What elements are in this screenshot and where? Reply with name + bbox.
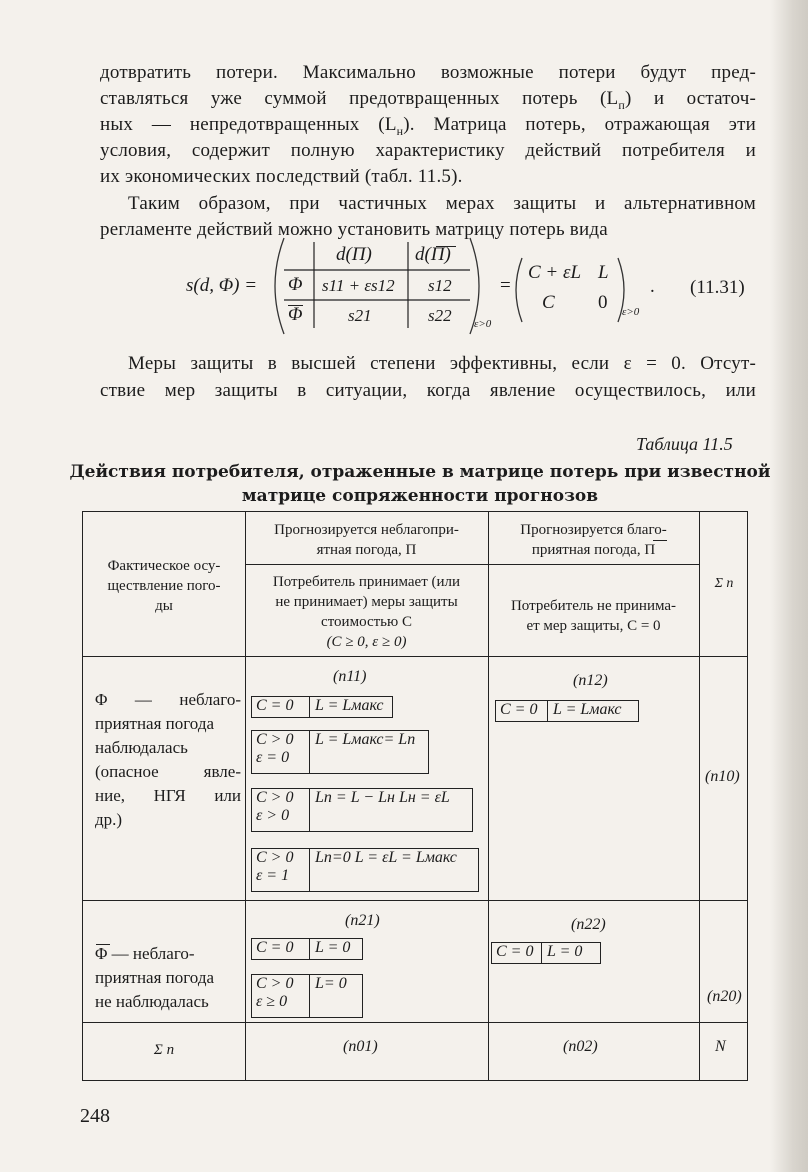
matrix-s22: s22 <box>428 306 452 325</box>
row2-label: Φ — неблаго- приятная погода не наблюдалась <box>95 944 215 1011</box>
box-good-c0-lmax: C = 0 L = Lмакс <box>495 700 639 722</box>
result-r21: C <box>542 292 555 313</box>
matrix-condition-1: ε>0 <box>474 318 492 330</box>
box-row2-c0-l0: C = 0 L = 0 <box>251 938 363 960</box>
p2-line-2: регламенте действий можно установить матрицу потерь вида <box>100 219 608 240</box>
overline-phi-row2 <box>96 944 110 945</box>
equation-period: . <box>650 276 655 297</box>
total-N: N <box>715 1038 726 1055</box>
n02: (n02) <box>563 1038 598 1055</box>
table-vline-3 <box>699 512 700 1080</box>
matrix-s21: s21 <box>348 306 372 325</box>
table-hline-1 <box>83 656 747 657</box>
table-label: Таблица 11.5 <box>636 434 733 454</box>
p2-line-1: Таким образом, при частичных мерах защиты и альтернативном <box>128 193 756 214</box>
equation-equals: = <box>500 275 511 296</box>
n11: (n11) <box>333 668 367 685</box>
matrix-row2-label: Φ <box>288 304 303 325</box>
n12: (n12) <box>573 672 608 689</box>
box-row2-cgt0: C > 0 ε ≥ 0 L= 0 <box>251 974 363 1018</box>
table-hline-sub <box>245 564 699 565</box>
box-c-gt0-eps1: C > 0 ε = 1 Lп=0 L = εL = Lмакс <box>251 848 479 892</box>
head-consumer-good: Потребитель не принима- ет мер защиты, C = 0 <box>510 598 677 634</box>
equation-number: (11.31) <box>690 277 745 298</box>
n10: (n10) <box>705 768 740 785</box>
p1-line-3: ных — непредотвращенных $(L_н)$. Матрица потерь, отражающая эти <box>100 114 756 138</box>
row1-label: Φ — неблаго- приятная погода наблюдалась (опасное явле- ние, НГЯ или др.) <box>95 690 241 829</box>
matrix-col1-head: d(П) <box>336 244 372 265</box>
n22: (n22) <box>571 916 606 933</box>
matrix-s11: s11 + εs12 <box>322 276 395 295</box>
result-r12: L <box>598 262 609 283</box>
n20: (n20) <box>707 988 742 1005</box>
equation-lhs: s(d, Φ) = <box>186 275 258 296</box>
matrix-s12: s12 <box>428 276 452 295</box>
overline-pi-table <box>653 540 667 541</box>
page-number: 248 <box>80 1105 110 1127</box>
head-sum-j: Σ n <box>714 576 734 591</box>
p1-line-5: их экономических последствий (табл. 11.5). <box>100 166 463 187</box>
table-title-line-2: матрице сопряженности прогнозов <box>241 486 599 506</box>
head-actual: Фактическое осу- ществление пого- ды <box>107 558 221 614</box>
table-hline-2 <box>83 900 747 901</box>
p1-line-4: условия, содержит полную характеристику действий потребителя и <box>100 140 756 161</box>
matrix-col2-head: d(П) <box>415 244 451 265</box>
n01: (n01) <box>343 1038 378 1055</box>
p1-line-2: ставляться уже суммой предотвращенных потерь $(L_п)$ и остаточ- <box>100 88 756 112</box>
table-title-line-1: Действия потребителя, отраженные в матрице потерь при известной <box>69 462 771 482</box>
box-c0-lmax: C = 0 L = Lмакс <box>251 696 393 718</box>
box-row2-good-c0-l0: C = 0 L = 0 <box>491 942 601 964</box>
box-c-gt0-eps0: C > 0 ε = 0 L = Lмакс= Lп <box>251 730 429 774</box>
p1-line-1: дотвратить потери. Максимально возможные потери будут пред- <box>100 62 756 83</box>
overline-phi <box>288 305 303 306</box>
table-11-5 <box>82 511 748 1081</box>
table-hline-3 <box>83 1022 747 1023</box>
overline-pi <box>436 246 456 247</box>
n21: (n21) <box>345 912 380 929</box>
p3-line-1: Меры защиты в высшей степени эффективны, если ε = 0. Отсут- <box>128 353 756 374</box>
box-c-gt0-epsgt0: C > 0 ε > 0 Lп = L − Lн Lн = εL <box>251 788 473 832</box>
head-consumer-bad: Потребитель принимает (или не принимает) меры защиты стоимостью C (C ≥ 0, ε ≥ 0) <box>272 574 461 650</box>
head-forecast-good: Прогнозируется благо- приятная погода, П <box>520 522 667 558</box>
matrix-row1-label: Φ <box>288 274 303 295</box>
totals-sum-i: Σ n <box>153 1042 175 1058</box>
head-forecast-bad: Прогнозируется неблагопри- ятная погода, П <box>274 522 459 558</box>
result-r11: C + εL <box>528 262 582 283</box>
p3-line-2: ствие мер защиты в ситуации, когда явление осуществилось, или <box>100 380 756 401</box>
result-condition: ε>0 <box>622 306 640 318</box>
result-r22: 0 <box>598 292 608 313</box>
page-edge-shadow <box>770 0 808 1172</box>
